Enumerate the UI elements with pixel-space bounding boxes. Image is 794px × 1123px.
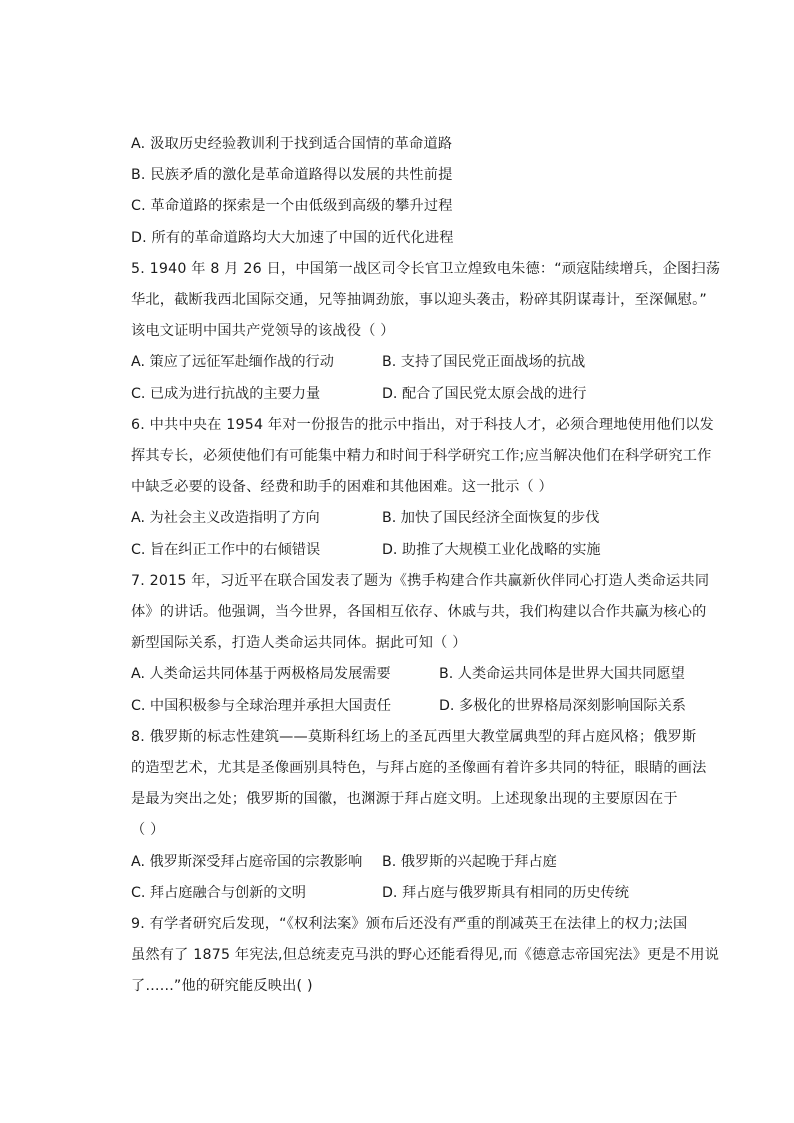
q8-stem-line: 8. 俄罗斯的标志性建筑——莫斯科红场上的圣瓦西里大教堂属典型的拜占庭风格；俄罗斯: [131, 729, 697, 745]
q5-option-b: B. 支持了国民党正面战场的抗战: [382, 354, 586, 370]
q5-stem-line: 5. 1940 年 8 月 26 日，中国第一战区司令长官卫立煌致电朱德：“顽寇陆续增兵，企图扫荡: [131, 261, 721, 277]
q9-stem-line: 9. 有学者研究后发现，“《权利法案》颁布后还没有严重的削减英王在法律上的权力;法国: [131, 916, 688, 932]
q6-option-b: B. 加快了国民经济全面恢复的步伐: [382, 510, 600, 526]
q6-options-row: [131, 508, 691, 528]
q9-stem-line: 虽然有了 1875 年宪法,但总统麦克马洪的野心还能看得见,而《德意志帝国宪法》更是不用说: [131, 947, 720, 963]
q7-options-row: [131, 696, 691, 716]
q7-option-c: C. 中国积极参与全球治理并承担大国责任: [131, 698, 392, 714]
q7-option-b: B. 人类命运共同体是世界大国共同愿望: [439, 666, 685, 682]
q5-options-row: [131, 352, 691, 372]
q4-option-c: C. 革命道路的探索是一个由低级到高级的攀升过程: [131, 198, 453, 214]
q7-stem-line: 新型国际关系，打造人类命运共同体。据此可知（ ）: [131, 635, 467, 651]
q8-stem-line: 的造型艺术，尤其是圣像画别具特色，与拜占庭的圣像画有着许多共同的特征，眼睛的画法: [131, 760, 707, 776]
q4-option-a: A. 汲取历史经验教训利于找到适合国情的革命道路: [131, 136, 453, 152]
q7-option-d: D. 多极化的世界格局深刻影响国际关系: [439, 698, 686, 714]
q5-stem-line: 华北，截断我西北国际交通，兄等抽调劲旅，事以迎头袭击，粉碎其阴谋毒计，至深佩慰。”: [131, 292, 707, 308]
q4-option-d: D. 所有的革命道路均大大加速了中国的近代化进程: [131, 230, 454, 246]
q6-stem-line: 挥其专长，必须使他们有可能集中精力和时间于科学研究工作;应当解决他们在科学研究工作: [131, 448, 712, 464]
q8-option-d: D. 拜占庭与俄罗斯具有相同的历史传统: [382, 885, 629, 901]
q6-option-c: C. 旨在纠正工作中的右倾错误: [131, 542, 321, 558]
q5-option-a: A. 策应了远征军赴缅作战的行动: [131, 354, 334, 370]
q7-options-row: [131, 664, 691, 684]
q8-option-b: B. 俄罗斯的兴起晚于拜占庭: [382, 854, 557, 870]
q5-options-row: [131, 384, 691, 404]
q7-stem-line: 7. 2015 年，习近平在联合国发表了题为《携手构建合作共赢新伙伴同心打造人类命运共同: [131, 573, 710, 589]
q5-option-d: D. 配合了国民党太原会战的进行: [382, 386, 587, 402]
q6-stem-line: 中缺乏必要的设备、经费和助手的困难和其他困难。这一批示（ ）: [131, 479, 553, 495]
q8-option-a: A. 俄罗斯深受拜占庭帝国的宗教影响: [131, 854, 363, 870]
q6-options-row: [131, 540, 691, 560]
q7-stem-line: 体》的讲话。他强调，当今世界，各国相互依存、休戚与共，我们构建以合作共赢为核心的: [131, 604, 707, 620]
q4-option-b: B. 民族矛盾的激化是革命道路得以发展的共性前提: [131, 167, 453, 183]
q6-option-a: A. 为社会主义改造指明了方向: [131, 510, 320, 526]
q8-option-c: C. 拜占庭融合与创新的文明: [131, 885, 306, 901]
q8-stem-line: （ ）: [131, 822, 165, 838]
q5-stem-line: 该电文证明中国共产党领导的该战役（ ）: [131, 323, 395, 339]
q6-stem-line: 6. 中共中央在 1954 年对一份报告的批示中指出，对于科技人才，必须合理地使用他们以发: [131, 417, 714, 433]
q9-stem-line: 了…...”他的研究能反映出( ): [131, 978, 313, 994]
q8-stem-line: 是最为突出之处；俄罗斯的国徽，也渊源于拜占庭文明。上述现象出现的主要原因在于: [131, 791, 678, 807]
q5-option-c: C. 已成为进行抗战的主要力量: [131, 386, 321, 402]
q6-option-d: D. 助推了大规模工业化战略的实施: [382, 542, 601, 558]
q8-options-row: [131, 852, 691, 872]
q7-option-a: A. 人类命运共同体基于两极格局发展需要: [131, 666, 391, 682]
q8-options-row: [131, 883, 691, 903]
